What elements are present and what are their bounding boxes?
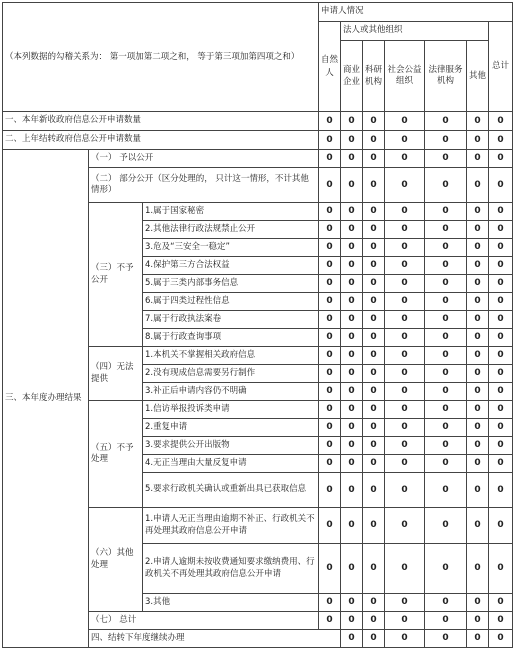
value-cell: 0 [363,365,385,383]
header-col-social: 社会公益组织 [385,41,425,112]
value-cell: 0 [319,419,341,437]
value-cell: 0 [363,437,385,455]
value-cell: 0 [319,168,341,203]
header-legal-group: 法人或其他组织 [341,22,489,41]
value-cell: 0 [341,112,363,131]
value-cell: 0 [385,112,425,131]
value-cell: 0 [467,131,489,150]
value-cell: 0 [489,508,513,544]
item-label: 3.危及“三安全一稳定” [143,239,319,257]
item-label: 8.属于行政查询事项 [143,329,319,347]
header-col-research: 科研机构 [363,41,385,112]
value-cell: 0 [467,293,489,311]
value-cell: 0 [341,329,363,347]
value-cell: 0 [489,437,513,455]
value-cell: 0 [319,401,341,419]
value-cell: 0 [341,508,363,544]
value-cell: 0 [363,203,385,221]
value-cell: 0 [467,347,489,365]
value-cell: 0 [467,437,489,455]
value-cell: 0 [489,365,513,383]
value-cell: 0 [425,293,467,311]
value-cell: 0 [341,437,363,455]
value-cell: 0 [319,203,341,221]
value-cell: 0 [385,311,425,329]
value-cell: 0 [489,612,513,630]
value-cell: 0 [489,239,513,257]
value-cell: 0 [363,221,385,239]
value-cell: 0 [385,221,425,239]
value-cell: 0 [425,419,467,437]
value-cell: 0 [363,257,385,275]
group-label: （六）其他处理 [89,508,143,612]
item-label: 5.属于三类内部事务信息 [143,275,319,293]
value-cell: 0 [385,257,425,275]
value-cell: 0 [425,630,467,648]
value-cell: 0 [385,275,425,293]
value-cell: 0 [363,612,385,630]
value-cell: 0 [385,473,425,508]
value-cell: 0 [319,473,341,508]
value-cell: 0 [467,150,489,168]
group-label: （四）无法提供 [89,347,143,401]
value-cell: 0 [319,257,341,275]
item-label: 2.没有现成信息需要另行制作 [143,365,319,383]
value-cell: 0 [363,630,385,648]
value-cell: 0 [489,329,513,347]
value-cell: 0 [467,221,489,239]
item-label: 4.保护第三方合法权益 [143,257,319,275]
value-cell: 0 [385,612,425,630]
value-cell: 0 [385,508,425,544]
row-label: 四、结转下年度继续办理 [89,630,341,648]
value-cell: 0 [363,419,385,437]
section3-label: 三、本年度办理结果 [3,150,89,648]
value-cell: 0 [467,168,489,203]
value-cell: 0 [425,131,467,150]
value-cell: 0 [319,221,341,239]
value-cell: 0 [363,455,385,473]
value-cell: 0 [467,203,489,221]
value-cell: 0 [363,594,385,612]
value-cell: 0 [425,401,467,419]
disclosure-table-container [2,2,513,648]
value-cell: 0 [363,112,385,131]
item-label: 1.属于国家秘密 [143,203,319,221]
value-cell: 0 [425,275,467,293]
value-cell: 0 [489,203,513,221]
value-cell: 0 [385,544,425,594]
value-cell: 0 [425,544,467,594]
value-cell: 0 [467,311,489,329]
value-cell: 0 [425,612,467,630]
value-cell: 0 [319,150,341,168]
value-cell: 0 [385,239,425,257]
value-cell: 0 [341,257,363,275]
table-row [3,112,513,131]
value-cell: 0 [341,383,363,401]
value-cell: 0 [425,112,467,131]
value-cell: 0 [363,473,385,508]
value-cell: 0 [425,257,467,275]
value-cell: 0 [489,275,513,293]
value-cell: 0 [385,203,425,221]
value-cell: 0 [363,239,385,257]
value-cell: 0 [489,150,513,168]
value-cell: 0 [319,347,341,365]
value-cell: 0 [363,150,385,168]
value-cell: 0 [425,365,467,383]
value-cell: 0 [319,131,341,150]
value-cell: 0 [319,329,341,347]
value-cell: 0 [363,275,385,293]
item-label: 2.其他法律行政法规禁止公开 [143,221,319,239]
value-cell: 0 [385,630,425,648]
value-cell: 0 [425,437,467,455]
value-cell: 0 [489,221,513,239]
value-cell: 0 [489,347,513,365]
value-cell: 0 [425,347,467,365]
value-cell: 0 [319,508,341,544]
item-label: 3.补正后申请内容仍不明确 [143,383,319,401]
row-label: 二、上年结转政府信息公开申请数量 [3,131,319,150]
row-label: 一、本年新收政府信息公开申请数量 [3,112,319,131]
value-cell: 0 [341,150,363,168]
value-cell: 0 [341,168,363,203]
value-cell: 0 [341,311,363,329]
value-cell: 0 [489,473,513,508]
value-cell: 0 [385,419,425,437]
value-cell: 0 [385,168,425,203]
value-cell: 0 [363,508,385,544]
value-cell: 0 [341,401,363,419]
value-cell: 0 [319,293,341,311]
value-cell: 0 [385,401,425,419]
value-cell: 0 [489,594,513,612]
value-cell: 0 [341,630,363,648]
value-cell: 0 [467,455,489,473]
disclosure-statistics-table [2,2,513,648]
item-label: 4.无正当理由大量反复申请 [143,455,319,473]
value-cell: 0 [467,594,489,612]
value-cell: 0 [467,239,489,257]
header-col-total: 总计 [489,22,513,112]
value-cell: 0 [341,594,363,612]
header-col-other: 其他 [467,41,489,112]
value-cell: 0 [425,455,467,473]
value-cell: 0 [341,544,363,594]
item-label: 5.要求行政机关确认或重新出具已获取信息 [143,473,319,508]
value-cell: 0 [341,347,363,365]
value-cell: 0 [489,293,513,311]
header-col-commercial: 商业企业 [341,41,363,112]
value-cell: 0 [467,508,489,544]
value-cell: 0 [319,365,341,383]
item-label: 1.申请人无正当理由逾期不补正、行政机关不再处理其政府信息公开申请 [143,508,319,544]
value-cell: 0 [467,401,489,419]
value-cell: 0 [363,329,385,347]
header-row-1 [3,3,513,22]
value-cell: 0 [425,594,467,612]
value-cell: 0 [467,419,489,437]
header-applicant: 申请人情况 [319,3,513,22]
value-cell: 0 [385,365,425,383]
value-cell: 0 [363,383,385,401]
item-label: 6.属于四类过程性信息 [143,293,319,311]
value-cell: 0 [319,239,341,257]
value-cell: 0 [489,257,513,275]
value-cell: 0 [425,203,467,221]
item-label: 1.信访举报投诉类申请 [143,401,319,419]
item-label: 3.要求提供公开出版物 [143,437,319,455]
value-cell: 0 [341,612,363,630]
group-label: （五）不予处理 [89,401,143,508]
value-cell: 0 [319,544,341,594]
item-label: 2.重复申请 [143,419,319,437]
value-cell: 0 [489,630,513,648]
value-cell: 0 [425,150,467,168]
item-label: 7.属于行政执法案卷 [143,311,319,329]
value-cell: 0 [385,455,425,473]
value-cell: 0 [425,329,467,347]
table-row [3,131,513,150]
value-cell: 0 [341,365,363,383]
value-cell: 0 [363,293,385,311]
value-cell: 0 [425,239,467,257]
value-cell: 0 [425,221,467,239]
value-cell: 0 [489,455,513,473]
value-cell: 0 [363,347,385,365]
value-cell: 0 [467,612,489,630]
item-label: 2.申请人逾期未按收费通知要求缴纳费用、行政机关不再处理其政府信息公开申请 [143,544,319,594]
value-cell: 0 [319,275,341,293]
value-cell: 0 [467,365,489,383]
value-cell: 0 [489,419,513,437]
value-cell: 0 [489,383,513,401]
value-cell: 0 [341,473,363,508]
value-cell: 0 [319,112,341,131]
value-cell: 0 [489,401,513,419]
value-cell: 0 [319,311,341,329]
value-cell: 0 [489,168,513,203]
group-label: （二） 部分公开（区分处理的， 只计这一情形，不计其他情形） [89,168,319,203]
value-cell: 0 [467,257,489,275]
value-cell: 0 [385,347,425,365]
value-cell: 0 [467,473,489,508]
value-cell: 0 [467,383,489,401]
value-cell: 0 [385,437,425,455]
value-cell: 0 [467,630,489,648]
value-cell: 0 [489,311,513,329]
value-cell: 0 [341,203,363,221]
header-col-natural: 自然人 [319,22,341,112]
value-cell: 0 [319,383,341,401]
value-cell: 0 [489,112,513,131]
value-cell: 0 [319,455,341,473]
value-cell: 0 [385,383,425,401]
value-cell: 0 [385,329,425,347]
header-col-legal-service: 法律服务机构 [425,41,467,112]
value-cell: 0 [467,329,489,347]
value-cell: 0 [319,594,341,612]
value-cell: 0 [425,383,467,401]
value-cell: 0 [363,131,385,150]
value-cell: 0 [363,168,385,203]
value-cell: 0 [319,437,341,455]
value-cell: 0 [341,131,363,150]
value-cell: 0 [467,112,489,131]
group-label: （三）不予公开 [89,203,143,347]
value-cell: 0 [385,150,425,168]
value-cell: 0 [341,239,363,257]
item-label: 1.本机关不掌握相关政府信息 [143,347,319,365]
group-label: （七） 总计 [89,612,319,630]
value-cell: 0 [385,131,425,150]
value-cell: 0 [425,168,467,203]
value-cell: 0 [341,293,363,311]
value-cell: 0 [363,311,385,329]
item-label: 3.其他 [143,594,319,612]
value-cell: 0 [363,401,385,419]
value-cell: 0 [467,275,489,293]
value-cell: 0 [385,594,425,612]
value-cell: 0 [425,508,467,544]
header-description: （本列数据的勾稽关系为： 第一项加第二项之和， 等于第三项加第四项之和） [3,3,319,112]
table-row [3,150,513,168]
value-cell: 0 [319,612,341,630]
value-cell: 0 [385,293,425,311]
group-label: （一） 予以公开 [89,150,319,168]
value-cell: 0 [341,419,363,437]
value-cell: 0 [425,473,467,508]
value-cell: 0 [341,455,363,473]
value-cell: 0 [425,311,467,329]
value-cell: 0 [363,544,385,594]
value-cell: 0 [489,131,513,150]
value-cell: 0 [341,221,363,239]
value-cell: 0 [341,275,363,293]
value-cell: 0 [489,544,513,594]
value-cell: 0 [467,544,489,594]
